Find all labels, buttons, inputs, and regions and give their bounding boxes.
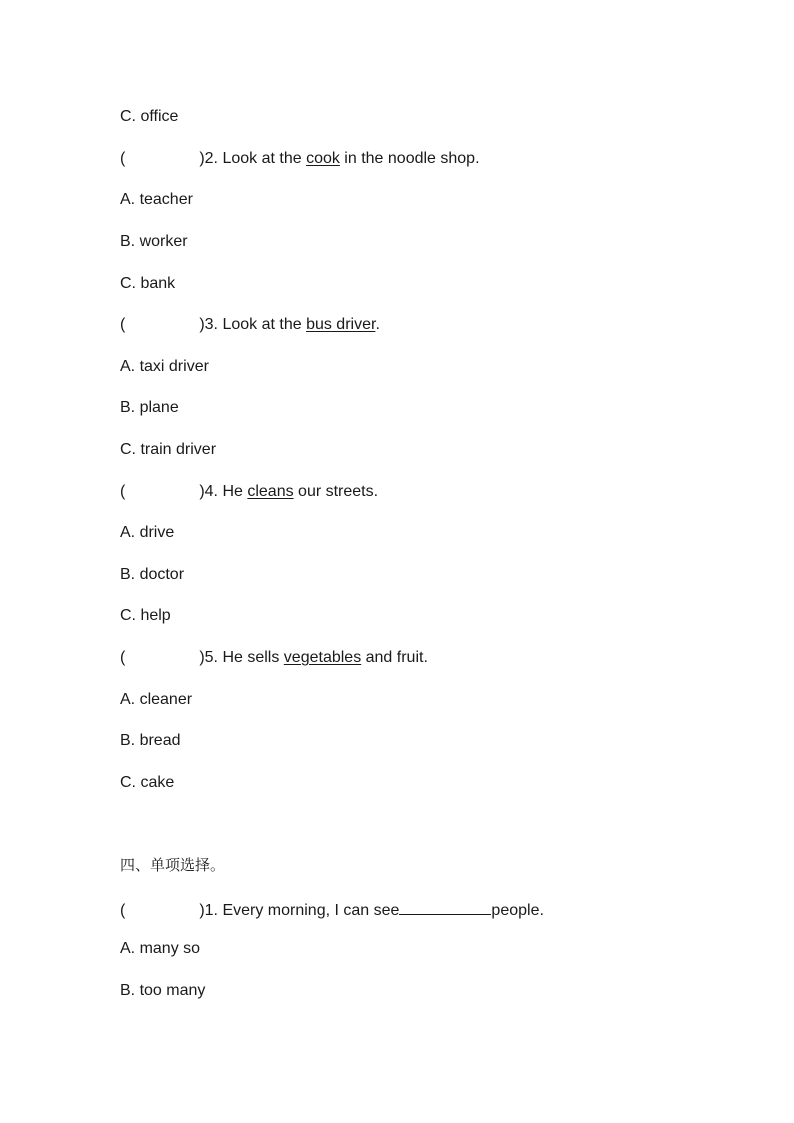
- q2-option-a: A. teacher: [120, 191, 193, 208]
- q4-option-c: C. help: [120, 607, 171, 624]
- q5-option-c: C. cake: [120, 774, 175, 791]
- question-3: ( )3. Look at the bus driver.: [120, 316, 380, 333]
- section-heading: 四、单项选择。: [120, 856, 226, 874]
- answer-paren-open: (: [120, 649, 126, 666]
- q4-option-a: A. drive: [120, 524, 175, 541]
- question-2: ( )2. Look at the cook in the noodle shop.: [120, 150, 480, 167]
- fill-in-blank-line[interactable]: [399, 898, 491, 915]
- q2-option-c: C. bank: [120, 275, 176, 292]
- q3-option-a: A. taxi driver: [120, 358, 209, 375]
- question-4: ( )4. He cleans our streets.: [120, 483, 379, 500]
- answer-paren-open: (: [120, 150, 126, 167]
- q5-option-b: B. bread: [120, 732, 181, 749]
- option-c-office: C. office: [120, 108, 179, 125]
- underlined-word: bus driver: [306, 316, 376, 333]
- underlined-word: cleans: [247, 483, 294, 500]
- answer-paren-open: (: [120, 316, 126, 333]
- underlined-word: cook: [306, 150, 340, 167]
- q3-option-b: B. plane: [120, 399, 179, 416]
- underlined-word: vegetables: [283, 649, 362, 666]
- answer-paren-open: (: [120, 483, 126, 500]
- answer-paren-open: (: [120, 902, 126, 919]
- q2-option-b: B. worker: [120, 233, 188, 250]
- q3-option-c: C. train driver: [120, 441, 217, 458]
- question-5: ( )5. He sells vegetables and fruit.: [120, 649, 428, 666]
- q4-option-b: B. doctor: [120, 566, 185, 583]
- q5-option-a: A. cleaner: [120, 691, 193, 708]
- s4q1-option-a: A. many so: [120, 940, 201, 957]
- s4q1-option-b: B. too many: [120, 982, 206, 999]
- section4-question-1: ( )1. Every morning, I can see people.: [120, 898, 544, 921]
